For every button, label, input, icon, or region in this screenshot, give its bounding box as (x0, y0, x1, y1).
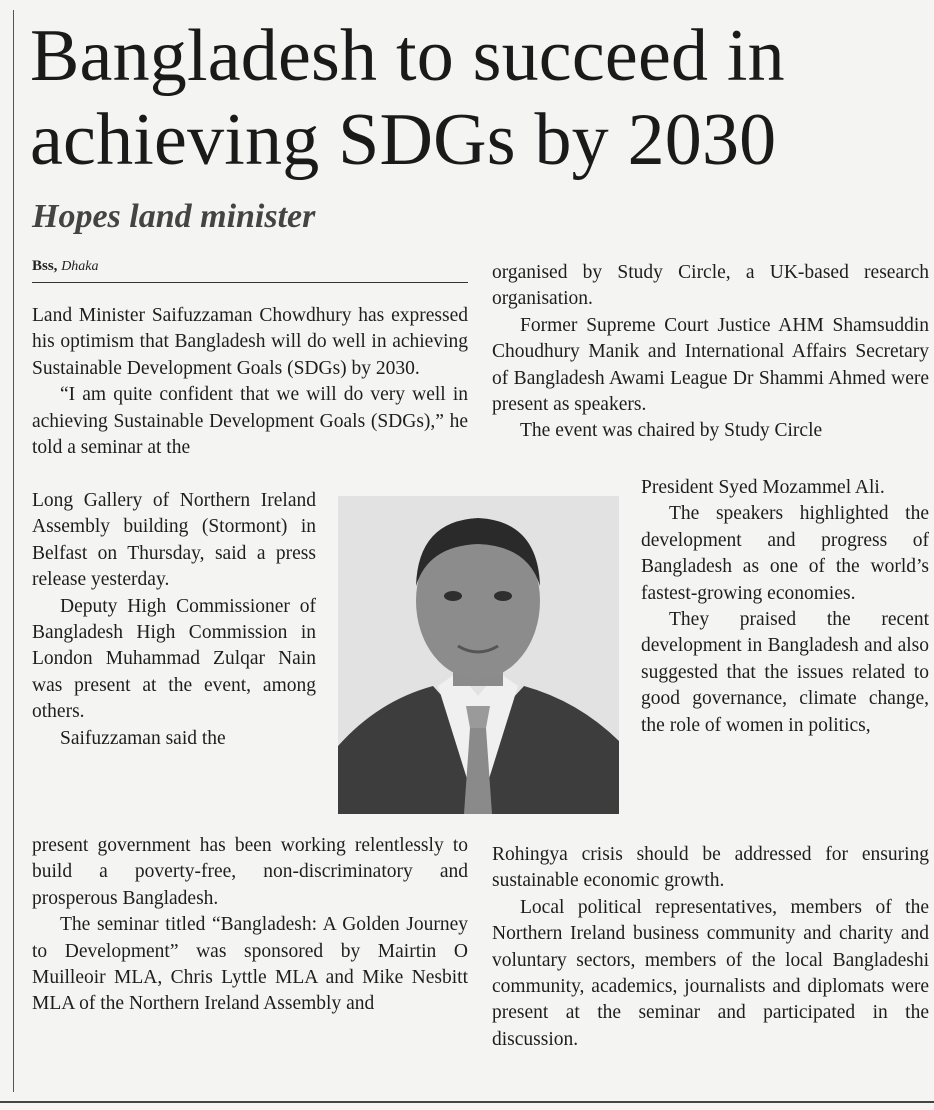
paragraph-4-continued: present government has been working relentlessly to build a poverty-free, non-discriminatory and prosperous Bangladesh. (32, 835, 468, 909)
paragraph-3: Deputy High Commissioner of Bangladesh High Commission in London Muhammad Zulqar Nain was present at the event, among others. (32, 595, 316, 723)
byline-rule (32, 282, 468, 283)
portrait-illustration (338, 496, 619, 814)
headline (30, 14, 930, 182)
kicker: Hopes land minister (32, 198, 316, 235)
column-left-beside-photo (32, 488, 316, 752)
paragraph-6: Former Supreme Court Justice AHM Shamsuddin Choudhury Manik and International Affairs Secretary of Bangladesh Awami League Dr Shammi Ahmed were present as speakers. (492, 314, 929, 416)
paragraph-9: They praised the recent development in Bangladesh and also suggested that the issues related to good governance, climate change, the role of women in politics, (641, 609, 929, 736)
minister-photo (338, 496, 619, 814)
paragraph-9-continued: Rohingya crisis should be addressed for ensuring sustainable economic growth. (492, 844, 929, 892)
paragraph-2: “I am quite confident that we will do very well in achieving Sustainable Development Goals (SDGs),” he told a seminar at the (32, 384, 468, 459)
byline-location: Dhaka (61, 259, 99, 274)
headline-line-1: Bangladesh to succeed in (30, 15, 785, 97)
paragraph-8: The speakers highlighted the development and progress of Bangladesh as one of the world’s fastest-growing economies. (641, 503, 929, 604)
column-right-beside-photo (641, 475, 929, 739)
paragraph-1: Land Minister Saifuzzaman Chowdhury has expressed his optimism that Bangladesh will do well in achieving Sustainable Development Goals (SDGs) by 2030. (32, 305, 468, 379)
paragraph-5: The seminar titled “Bangladesh: A Golden Journey to Development” was sponsored by Mairtin O Muilleoir MLA, Chris Lyttle MLA and Mike Nesbitt MLA of the Northern Ireland Assembly and (32, 914, 468, 1015)
page-bottom-rule (0, 1101, 934, 1103)
paragraph-7-continued: President Syed Mozammel Ali. (641, 477, 885, 498)
paragraph-2-continued: Long Gallery of Northern Ireland Assembly building (Stormont) in Belfast on Thursday, said a press release yesterday. (32, 490, 316, 591)
headline-line-2: achieving SDGs by 2030 (30, 99, 777, 181)
column-left-bottom (32, 833, 468, 1018)
paragraph-10: Local political representatives, members of the Northern Ireland business community and charity and voluntary sectors, members of the local Bangladeshi community, academics, journalists and diplomats were present at the seminar and participated in the discussion. (492, 896, 929, 1050)
column-right-bottom (492, 842, 929, 1053)
paragraph-4-start: Saifuzzaman said the (60, 727, 226, 749)
column-right-top (492, 260, 929, 445)
paragraph-7: The event was chaired by Study Circle (520, 420, 823, 442)
column-left-top (32, 303, 468, 461)
page-left-rule (13, 10, 14, 1092)
byline-agency: Bss, (32, 258, 58, 274)
byline (32, 256, 99, 277)
paragraph-5-continued: organised by Study Circle, a UK-based research organisation. (492, 262, 929, 310)
